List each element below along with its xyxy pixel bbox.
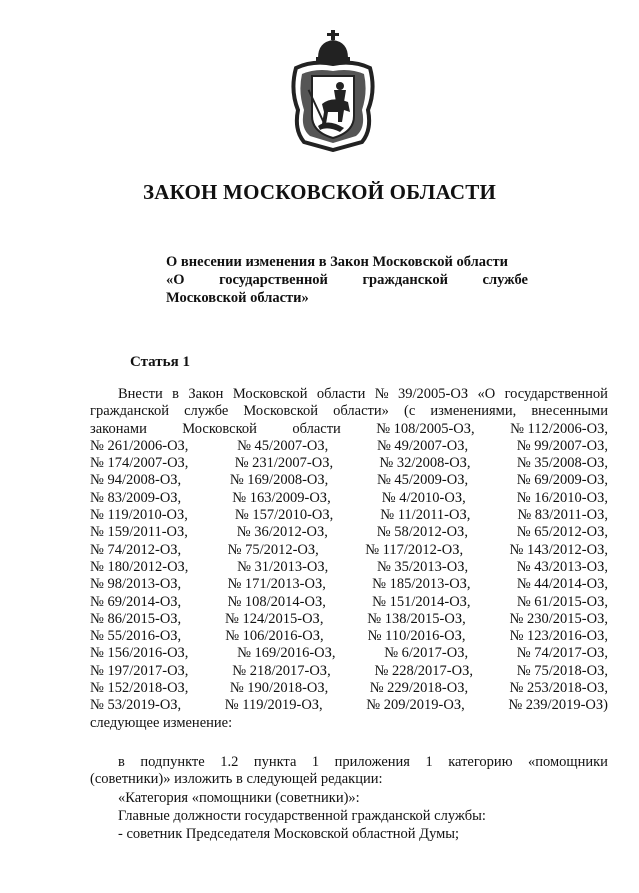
text-segment: № 106/2016-ОЗ, [225,628,324,645]
text-segment: Закон [188,386,224,402]
quoted-line: «Категория «помощники (советники)»: [118,789,360,806]
text-segment: № 218/2017-ОЗ, [232,662,331,679]
text-segment: № 156/2016-ОЗ, [90,645,189,662]
text-segment: № 74/2012-ОЗ, [90,541,182,558]
text-segment: № 108/2005-ОЗ, [376,420,475,437]
text-segment: № 75/2018-ОЗ, [516,662,608,679]
body-line [90,559,608,576]
body-line [90,611,608,628]
body-line [90,490,608,507]
text-segment: № 45/2009-ОЗ, [376,472,469,489]
text-segment: № 69/2014-ОЗ, [90,593,182,610]
text-segment: № 117/2012-ОЗ, [365,541,464,558]
text-segment: 1 [311,753,320,770]
article-heading: Статья 1 [130,354,190,370]
text-segment: «помощники [528,753,608,770]
text-segment: № 163/2009-ОЗ, [232,489,331,506]
text-segment: № 53/2019-ОЗ, [90,697,182,714]
text-segment: Московской [182,420,257,437]
text-segment: № 239/2019-ОЗ) [508,697,608,714]
text-segment: № 4/2010-ОЗ, [381,489,466,506]
text-segment: № 108/2014-ОЗ, [227,593,326,610]
text-segment: законами [90,420,147,437]
text-segment: № 230/2015-ОЗ, [509,610,608,627]
text-segment: государственной [219,272,328,288]
text-segment: № 209/2019-ОЗ, [366,697,465,714]
text-segment: Московской [232,386,308,402]
text-segment: № 231/2007-ОЗ, [234,455,334,472]
text-segment: 1.2 [220,753,239,770]
text-segment: № 43/2013-ОЗ, [516,558,608,575]
text-segment: следующее изменение: [90,714,233,731]
text-segment: Внести [118,386,163,402]
text-segment: № 35/2013-ОЗ, [376,558,469,575]
text-segment: гражданской [90,403,169,420]
text-segment: № 152/2018-ОЗ, [90,680,189,697]
text-segment: № 94/2008-ОЗ, [90,472,182,489]
body-line [90,663,608,680]
text-segment: службе [184,403,229,420]
body-line [90,524,608,541]
text-segment: № 229/2018-ОЗ, [369,680,469,697]
body-line [90,386,608,403]
change-line [90,771,608,788]
text-segment: 1 [425,753,433,770]
text-segment: № 124/2015-ОЗ, [225,610,324,627]
text-segment: № 197/2017-ОЗ, [90,662,189,679]
text-segment: № 143/2012-ОЗ, [509,541,608,558]
text-segment: № 190/2018-ОЗ, [229,680,329,697]
text-segment: области» [333,403,389,420]
text-segment: области [292,420,341,437]
text-segment: Московской области» [166,290,309,306]
body-line [90,594,608,611]
text-segment: № 138/2015-ОЗ, [367,610,466,627]
quoted-line: Главные должности государственной гражданской службы: [118,807,486,824]
text-segment: № 169/2016-ОЗ, [237,645,336,662]
text-segment: внесенными [531,403,608,420]
text-segment: (с [404,403,416,420]
text-segment: «О [477,386,496,402]
text-segment: № 123/2016-ОЗ, [509,628,608,645]
text-segment: № 159/2011-ОЗ, [90,524,188,541]
text-segment: № 151/2014-ОЗ, [372,593,471,610]
text-segment: № 69/2009-ОЗ, [516,472,608,489]
text-segment: № 6/2017-ОЗ, [384,645,469,662]
text-segment: № 112/2006-ОЗ, [510,420,608,437]
text-segment: О внесении изменения в Закон Московской области [166,254,508,270]
text-segment: «О [166,272,185,288]
text-segment: № 157/2010-ОЗ, [234,507,334,524]
text-segment: № 228/2017-ОЗ, [374,662,473,679]
text-segment: № 74/2017-ОЗ, [516,645,608,662]
body-line [90,697,608,714]
text-segment: № 45/2007-ОЗ, [237,437,329,454]
text-segment: области [316,386,366,402]
text-segment: № 174/2007-ОЗ, [90,455,189,472]
subject-line [166,289,528,307]
crown-icon [316,30,350,62]
text-segment: № 99/2007-ОЗ, [516,437,608,454]
subject-line [166,253,528,271]
body-line [90,715,608,732]
subject-line [166,271,528,289]
text-segment: № 31/2013-ОЗ, [237,558,329,575]
text-segment: в [118,753,125,770]
text-segment: № 35/2008-ОЗ, [516,455,608,472]
text-segment: № 16/2010-ОЗ, [516,489,608,506]
body-line [90,645,608,662]
text-segment: № 253/2018-ОЗ, [509,680,608,697]
quoted-line: - советник Председателя Московской областной Думы; [118,825,460,842]
text-segment: категорию [448,753,513,770]
text-segment: № 11/2011-ОЗ, [380,507,471,524]
change-line [90,754,608,771]
law-subject [166,253,528,307]
text-segment: изменениями, [430,403,517,420]
text-segment: № 36/2012-ОЗ, [236,524,328,541]
body-line [90,472,608,489]
text-segment: в [172,386,180,402]
text-segment: пункта [253,753,297,770]
text-segment: 39/2005-ОЗ [397,386,469,402]
text-segment: подпункте [140,753,205,770]
text-segment: № 58/2012-ОЗ, [376,524,468,541]
text-segment: службе [482,272,528,288]
moscow-oblast-coat-of-arms [288,30,378,152]
text-segment: приложения [334,753,410,770]
text-segment: государственной [504,386,608,402]
text-segment: № 169/2008-ОЗ, [229,472,329,489]
body-line [90,680,608,697]
text-segment: гражданской [362,272,448,288]
text-segment: № 75/2012-ОЗ, [227,541,319,558]
body-line [90,455,608,472]
text-segment: № 185/2013-ОЗ, [372,576,471,593]
text-segment: № 83/2009-ОЗ, [90,489,182,506]
document-title: ЗАКОН МОСКОВСКОЙ ОБЛАСТИ [142,180,497,204]
text-segment: (советники)» изложить в следующей редакции: [90,771,383,788]
body-line [90,576,608,593]
article-body [90,386,608,843]
text-segment: № 261/2006-ОЗ, [90,437,189,454]
body-line [90,507,608,524]
text-segment: Московской [243,403,319,420]
text-segment: № 55/2016-ОЗ, [90,628,182,645]
text-segment: № 110/2016-ОЗ, [367,628,466,645]
body-line [90,628,608,645]
text-segment: № 171/2013-ОЗ, [227,576,326,593]
text-segment: № 61/2015-ОЗ, [516,593,608,610]
text-segment: № 32/2008-ОЗ, [379,455,471,472]
text-segment: № 49/2007-ОЗ, [376,437,469,454]
text-segment: № 65/2012-ОЗ, [516,524,608,541]
body-line [90,542,608,559]
body-line [90,438,608,455]
text-segment: № 180/2012-ОЗ, [90,558,189,575]
text-segment: № 83/2011-ОЗ, [517,507,608,524]
text-segment: № 119/2010-ОЗ, [90,507,188,524]
text-segment: № 86/2015-ОЗ, [90,610,182,627]
body-line [90,403,608,420]
text-segment: № 119/2019-ОЗ, [224,697,323,714]
text-segment: № 44/2014-ОЗ, [516,576,608,593]
text-segment: № [374,386,389,402]
body-line [90,421,608,438]
text-segment: № 98/2013-ОЗ, [90,576,182,593]
